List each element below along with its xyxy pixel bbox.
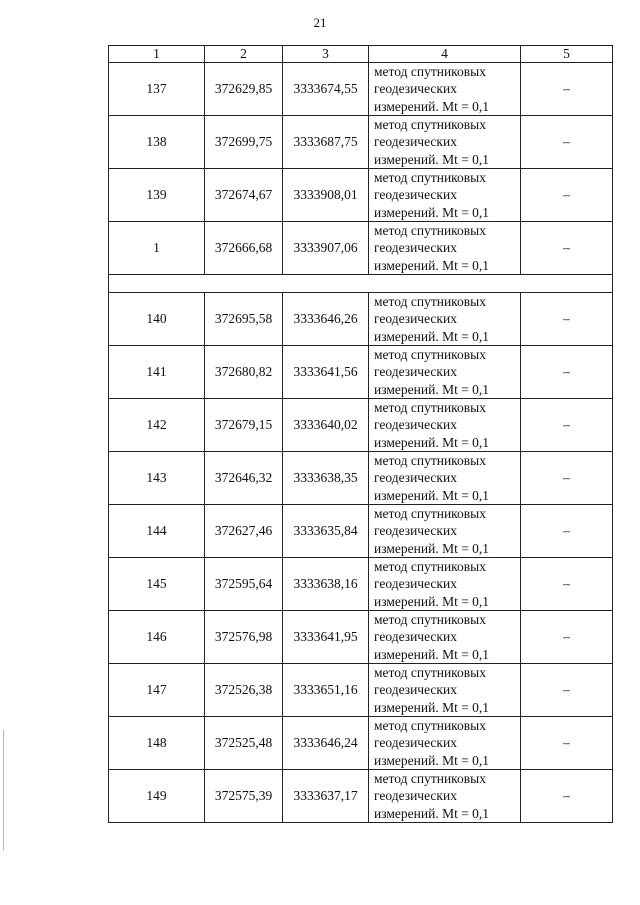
scan-edge-line (3, 730, 4, 850)
note-cell: – (521, 770, 613, 823)
method-text-line: измерений. Mt = 0,1 (374, 487, 490, 503)
note-cell: – (521, 63, 613, 116)
table-row (109, 293, 613, 346)
x-coordinate-cell: 372576,98 (205, 611, 283, 664)
x-coordinate-cell: 372666,68 (205, 222, 283, 275)
method-text-line: геодезических (374, 682, 457, 698)
point-number-cell: 145 (109, 558, 205, 611)
point-number-cell: 138 (109, 116, 205, 169)
coordinates-table (108, 45, 613, 823)
y-coordinate-cell: 3333908,01 (283, 169, 369, 222)
point-number-cell: 1 (109, 222, 205, 275)
method-text-line: измерений. Mt = 0,1 (374, 646, 490, 662)
method-cell (369, 293, 521, 346)
method-cell (369, 63, 521, 116)
method-text-line: геодезических (374, 311, 457, 327)
y-coordinate-cell: 3333635,84 (283, 505, 369, 558)
method-text-line: метод спутниковых (374, 294, 486, 310)
point-number-cell: 149 (109, 770, 205, 823)
method-cell (369, 664, 521, 717)
method-text-line: метод спутниковых (374, 453, 486, 469)
x-coordinate-cell: 372680,82 (205, 346, 283, 399)
point-number-cell: 137 (109, 63, 205, 116)
method-text-line: измерений. Mt = 0,1 (374, 593, 490, 609)
table-row (109, 505, 613, 558)
x-coordinate-cell: 372629,85 (205, 63, 283, 116)
table-row (109, 116, 613, 169)
method-cell (369, 770, 521, 823)
method-cell (369, 222, 521, 275)
separator-row (109, 275, 613, 293)
x-coordinate-cell: 372679,15 (205, 399, 283, 452)
note-cell: – (521, 664, 613, 717)
table-row (109, 63, 613, 116)
method-text-line: геодезических (374, 788, 457, 804)
method-text-line: метод спутниковых (374, 170, 486, 186)
point-number-cell: 144 (109, 505, 205, 558)
header-row (109, 46, 613, 63)
note-cell: – (521, 293, 613, 346)
method-text-line: измерений. Mt = 0,1 (374, 98, 490, 114)
method-text-line: метод спутниковых (374, 718, 486, 734)
note-cell: – (521, 169, 613, 222)
method-text-line: геодезических (374, 470, 457, 486)
method-text-line: метод спутниковых (374, 223, 486, 239)
y-coordinate-cell: 3333907,06 (283, 222, 369, 275)
point-number-cell: 146 (109, 611, 205, 664)
header-cell: 1 (109, 46, 205, 63)
header-cell: 3 (283, 46, 369, 63)
method-text-line: метод спутниковых (374, 347, 486, 363)
method-text-line: геодезических (374, 629, 457, 645)
note-cell: – (521, 611, 613, 664)
y-coordinate-cell: 3333638,16 (283, 558, 369, 611)
y-coordinate-cell: 3333646,24 (283, 717, 369, 770)
y-coordinate-cell: 3333641,56 (283, 346, 369, 399)
x-coordinate-cell: 372526,38 (205, 664, 283, 717)
method-text-line: измерений. Mt = 0,1 (374, 434, 490, 450)
y-coordinate-cell: 3333674,55 (283, 63, 369, 116)
method-cell (369, 558, 521, 611)
method-text-line: геодезических (374, 576, 457, 592)
method-cell (369, 399, 521, 452)
x-coordinate-cell: 372525,48 (205, 717, 283, 770)
x-coordinate-cell: 372674,67 (205, 169, 283, 222)
header-cell: 5 (521, 46, 613, 63)
note-cell: – (521, 116, 613, 169)
table-row (109, 452, 613, 505)
note-cell: – (521, 452, 613, 505)
method-text-line: метод спутниковых (374, 400, 486, 416)
table-row (109, 558, 613, 611)
method-cell (369, 346, 521, 399)
table-row (109, 169, 613, 222)
method-text-line: метод спутниковых (374, 117, 486, 133)
y-coordinate-cell: 3333651,16 (283, 664, 369, 717)
method-text-line: геодезических (374, 735, 457, 751)
header-cell: 4 (369, 46, 521, 63)
y-coordinate-cell: 3333637,17 (283, 770, 369, 823)
table-row (109, 611, 613, 664)
point-number-cell: 140 (109, 293, 205, 346)
method-text-line: измерений. Mt = 0,1 (374, 151, 490, 167)
x-coordinate-cell: 372575,39 (205, 770, 283, 823)
method-text-line: измерений. Mt = 0,1 (374, 752, 490, 768)
point-number-cell: 139 (109, 169, 205, 222)
method-text-line: геодезических (374, 417, 457, 433)
method-cell (369, 717, 521, 770)
method-text-line: геодезических (374, 81, 457, 97)
header-cell: 2 (205, 46, 283, 63)
method-text-line: геодезических (374, 187, 457, 203)
note-cell: – (521, 558, 613, 611)
coordinates-table-body (109, 46, 613, 823)
method-cell (369, 452, 521, 505)
method-text-line: измерений. Mt = 0,1 (374, 381, 490, 397)
point-number-cell: 142 (109, 399, 205, 452)
separator-cell (109, 275, 613, 293)
method-text-line: геодезических (374, 364, 457, 380)
x-coordinate-cell: 372646,32 (205, 452, 283, 505)
method-text-line: измерений. Mt = 0,1 (374, 328, 490, 344)
note-cell: – (521, 717, 613, 770)
y-coordinate-cell: 3333638,35 (283, 452, 369, 505)
y-coordinate-cell: 3333640,02 (283, 399, 369, 452)
method-cell (369, 611, 521, 664)
point-number-cell: 141 (109, 346, 205, 399)
method-text-line: измерений. Mt = 0,1 (374, 540, 490, 556)
table-row (109, 346, 613, 399)
x-coordinate-cell: 372627,46 (205, 505, 283, 558)
point-number-cell: 147 (109, 664, 205, 717)
table-row (109, 664, 613, 717)
method-text-line: метод спутниковых (374, 665, 486, 681)
page-number: 21 (313, 15, 327, 30)
method-text-line: метод спутниковых (374, 506, 486, 522)
method-cell (369, 116, 521, 169)
y-coordinate-cell: 3333646,26 (283, 293, 369, 346)
note-cell: – (521, 399, 613, 452)
method-text-line: измерений. Mt = 0,1 (374, 204, 490, 220)
method-text-line: геодезических (374, 523, 457, 539)
x-coordinate-cell: 372595,64 (205, 558, 283, 611)
table-row (109, 222, 613, 275)
method-text-line: измерений. Mt = 0,1 (374, 257, 490, 273)
method-text-line: геодезических (374, 240, 457, 256)
note-cell: – (521, 346, 613, 399)
method-text-line: геодезических (374, 134, 457, 150)
table-row (109, 717, 613, 770)
x-coordinate-cell: 372699,75 (205, 116, 283, 169)
method-text-line: метод спутниковых (374, 771, 486, 787)
method-text-line: метод спутниковых (374, 64, 486, 80)
method-cell (369, 505, 521, 558)
point-number-cell: 143 (109, 452, 205, 505)
method-cell (369, 169, 521, 222)
table-row (109, 770, 613, 823)
note-cell: – (521, 222, 613, 275)
point-number-cell: 148 (109, 717, 205, 770)
method-text-line: измерений. Mt = 0,1 (374, 699, 490, 715)
method-text-line: метод спутниковых (374, 559, 486, 575)
method-text-line: метод спутниковых (374, 612, 486, 628)
method-text-line: измерений. Mt = 0,1 (374, 805, 490, 821)
x-coordinate-cell: 372695,58 (205, 293, 283, 346)
y-coordinate-cell: 3333687,75 (283, 116, 369, 169)
table-row (109, 399, 613, 452)
note-cell: – (521, 505, 613, 558)
y-coordinate-cell: 3333641,95 (283, 611, 369, 664)
